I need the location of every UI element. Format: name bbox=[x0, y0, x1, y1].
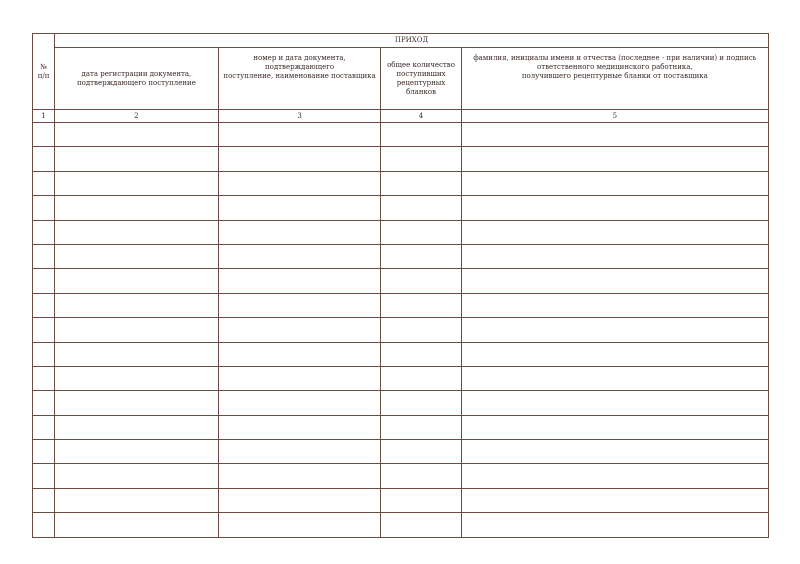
entry-cell-col-1 bbox=[33, 342, 55, 366]
entry-cell-col-3 bbox=[218, 196, 381, 220]
entry-cell-col-3 bbox=[218, 366, 381, 390]
column-number-2: 2 bbox=[55, 110, 219, 123]
entry-cell-col-3 bbox=[218, 244, 381, 268]
entry-cell-col-3 bbox=[218, 342, 381, 366]
entry-cell-col-5 bbox=[461, 171, 768, 195]
entry-cell-col-3 bbox=[218, 415, 381, 439]
entry-cell-col-4 bbox=[381, 196, 461, 220]
entry-cell-col-2 bbox=[55, 342, 219, 366]
entry-cell-col-4 bbox=[381, 513, 461, 537]
entry-cell-col-1 bbox=[33, 147, 55, 171]
entry-cell-col-1 bbox=[33, 513, 55, 537]
entry-cell-col-3 bbox=[218, 440, 381, 464]
entry-cell-col-1 bbox=[33, 366, 55, 390]
entry-cell-col-1 bbox=[33, 488, 55, 512]
entry-cell-col-2 bbox=[55, 196, 219, 220]
column-number-3: 3 bbox=[218, 110, 381, 123]
ledger-entry-row bbox=[33, 366, 769, 390]
column-header-1: № п/п bbox=[33, 34, 55, 110]
entry-cell-col-4 bbox=[381, 318, 461, 342]
column-header-2: дата регистрации документа, подтверждающего поступление bbox=[55, 48, 219, 110]
entry-cell-col-3 bbox=[218, 220, 381, 244]
entry-cell-col-4 bbox=[381, 123, 461, 147]
entry-cell-col-5 bbox=[461, 415, 768, 439]
entry-cell-col-5 bbox=[461, 366, 768, 390]
entry-cell-col-4 bbox=[381, 147, 461, 171]
column-number-1: 1 bbox=[33, 110, 55, 123]
entry-cell-col-1 bbox=[33, 293, 55, 317]
ledger-entry-row bbox=[33, 293, 769, 317]
ledger-entry-row bbox=[33, 391, 769, 415]
entry-cell-col-2 bbox=[55, 171, 219, 195]
entry-cell-col-5 bbox=[461, 464, 768, 488]
entry-cell-col-2 bbox=[55, 440, 219, 464]
entry-cell-col-3 bbox=[218, 513, 381, 537]
entry-cell-col-5 bbox=[461, 123, 768, 147]
entry-cell-col-4 bbox=[381, 464, 461, 488]
entry-cell-col-5 bbox=[461, 269, 768, 293]
entry-cell-col-4 bbox=[381, 391, 461, 415]
entry-cell-col-5 bbox=[461, 318, 768, 342]
entry-cell-col-4 bbox=[381, 366, 461, 390]
entry-cell-col-3 bbox=[218, 123, 381, 147]
ledger-entry-row bbox=[33, 171, 769, 195]
ledger-entry-row bbox=[33, 147, 769, 171]
ledger-entry-row bbox=[33, 415, 769, 439]
entry-cell-col-2 bbox=[55, 123, 219, 147]
entry-cell-col-2 bbox=[55, 318, 219, 342]
entry-cell-col-4 bbox=[381, 342, 461, 366]
ledger-entry-row bbox=[33, 488, 769, 512]
entry-cell-col-3 bbox=[218, 293, 381, 317]
entry-cell-col-5 bbox=[461, 513, 768, 537]
entry-cell-col-1 bbox=[33, 269, 55, 293]
entry-cell-col-3 bbox=[218, 171, 381, 195]
column-header-4: общее количество поступивших рецептурных бланков bbox=[381, 48, 461, 110]
entry-cell-col-1 bbox=[33, 391, 55, 415]
ledger-entry-row bbox=[33, 269, 769, 293]
entry-cell-col-4 bbox=[381, 293, 461, 317]
ledger-entry-row bbox=[33, 123, 769, 147]
section-title: ПРИХОД bbox=[55, 34, 769, 48]
entry-cell-col-5 bbox=[461, 391, 768, 415]
entry-cell-col-5 bbox=[461, 293, 768, 317]
ledger-entry-row bbox=[33, 196, 769, 220]
entry-cell-col-4 bbox=[381, 488, 461, 512]
entry-cell-col-1 bbox=[33, 440, 55, 464]
entry-cell-col-2 bbox=[55, 269, 219, 293]
entry-cell-col-5 bbox=[461, 342, 768, 366]
entry-cell-col-4 bbox=[381, 440, 461, 464]
entry-cell-col-1 bbox=[33, 220, 55, 244]
entry-cell-col-3 bbox=[218, 391, 381, 415]
entry-cell-col-2 bbox=[55, 244, 219, 268]
entry-cell-col-4 bbox=[381, 171, 461, 195]
column-number-row bbox=[33, 110, 769, 123]
entry-cell-col-1 bbox=[33, 196, 55, 220]
entry-cell-col-2 bbox=[55, 464, 219, 488]
receipt-ledger-table bbox=[32, 33, 769, 538]
entry-cell-col-4 bbox=[381, 269, 461, 293]
entry-cell-col-5 bbox=[461, 196, 768, 220]
entry-cell-col-1 bbox=[33, 318, 55, 342]
entry-cell-col-1 bbox=[33, 415, 55, 439]
column-number-5: 5 bbox=[461, 110, 768, 123]
entry-cell-col-1 bbox=[33, 464, 55, 488]
entry-cell-col-3 bbox=[218, 269, 381, 293]
entry-cell-col-2 bbox=[55, 391, 219, 415]
ledger-entry-row bbox=[33, 318, 769, 342]
entry-cell-col-3 bbox=[218, 318, 381, 342]
column-number-4: 4 bbox=[381, 110, 461, 123]
entry-cell-col-2 bbox=[55, 366, 219, 390]
entry-cell-col-1 bbox=[33, 123, 55, 147]
entry-cell-col-5 bbox=[461, 220, 768, 244]
entry-cell-col-4 bbox=[381, 415, 461, 439]
entry-cell-col-3 bbox=[218, 464, 381, 488]
entry-cell-col-5 bbox=[461, 488, 768, 512]
column-header-5: фамилия, инициалы имени и отчества (последнее - при наличии) и подпись ответственного медицинского работника, получившего рецептурные бланки от поставщика bbox=[461, 48, 768, 110]
entry-cell-col-5 bbox=[461, 147, 768, 171]
entry-cell-col-2 bbox=[55, 220, 219, 244]
ledger-entry-row bbox=[33, 244, 769, 268]
entry-cell-col-1 bbox=[33, 244, 55, 268]
entry-cell-col-4 bbox=[381, 220, 461, 244]
entry-cell-col-2 bbox=[55, 293, 219, 317]
entry-cell-col-3 bbox=[218, 147, 381, 171]
ledger-entry-row bbox=[33, 464, 769, 488]
ledger-entry-row bbox=[33, 440, 769, 464]
entry-cell-col-3 bbox=[218, 488, 381, 512]
entry-cell-col-5 bbox=[461, 440, 768, 464]
entry-cell-col-2 bbox=[55, 147, 219, 171]
column-header-row bbox=[33, 48, 769, 110]
entry-cell-col-4 bbox=[381, 244, 461, 268]
ledger-entry-row bbox=[33, 513, 769, 537]
entry-cell-col-2 bbox=[55, 488, 219, 512]
entry-cell-col-2 bbox=[55, 513, 219, 537]
entry-cell-col-5 bbox=[461, 244, 768, 268]
ledger-entry-row bbox=[33, 220, 769, 244]
title-row bbox=[33, 34, 769, 48]
ledger-entry-row bbox=[33, 342, 769, 366]
entry-cell-col-1 bbox=[33, 171, 55, 195]
entry-cell-col-2 bbox=[55, 415, 219, 439]
column-header-3: номер и дата документа, подтверждающего поступление, наименование поставщика bbox=[218, 48, 381, 110]
